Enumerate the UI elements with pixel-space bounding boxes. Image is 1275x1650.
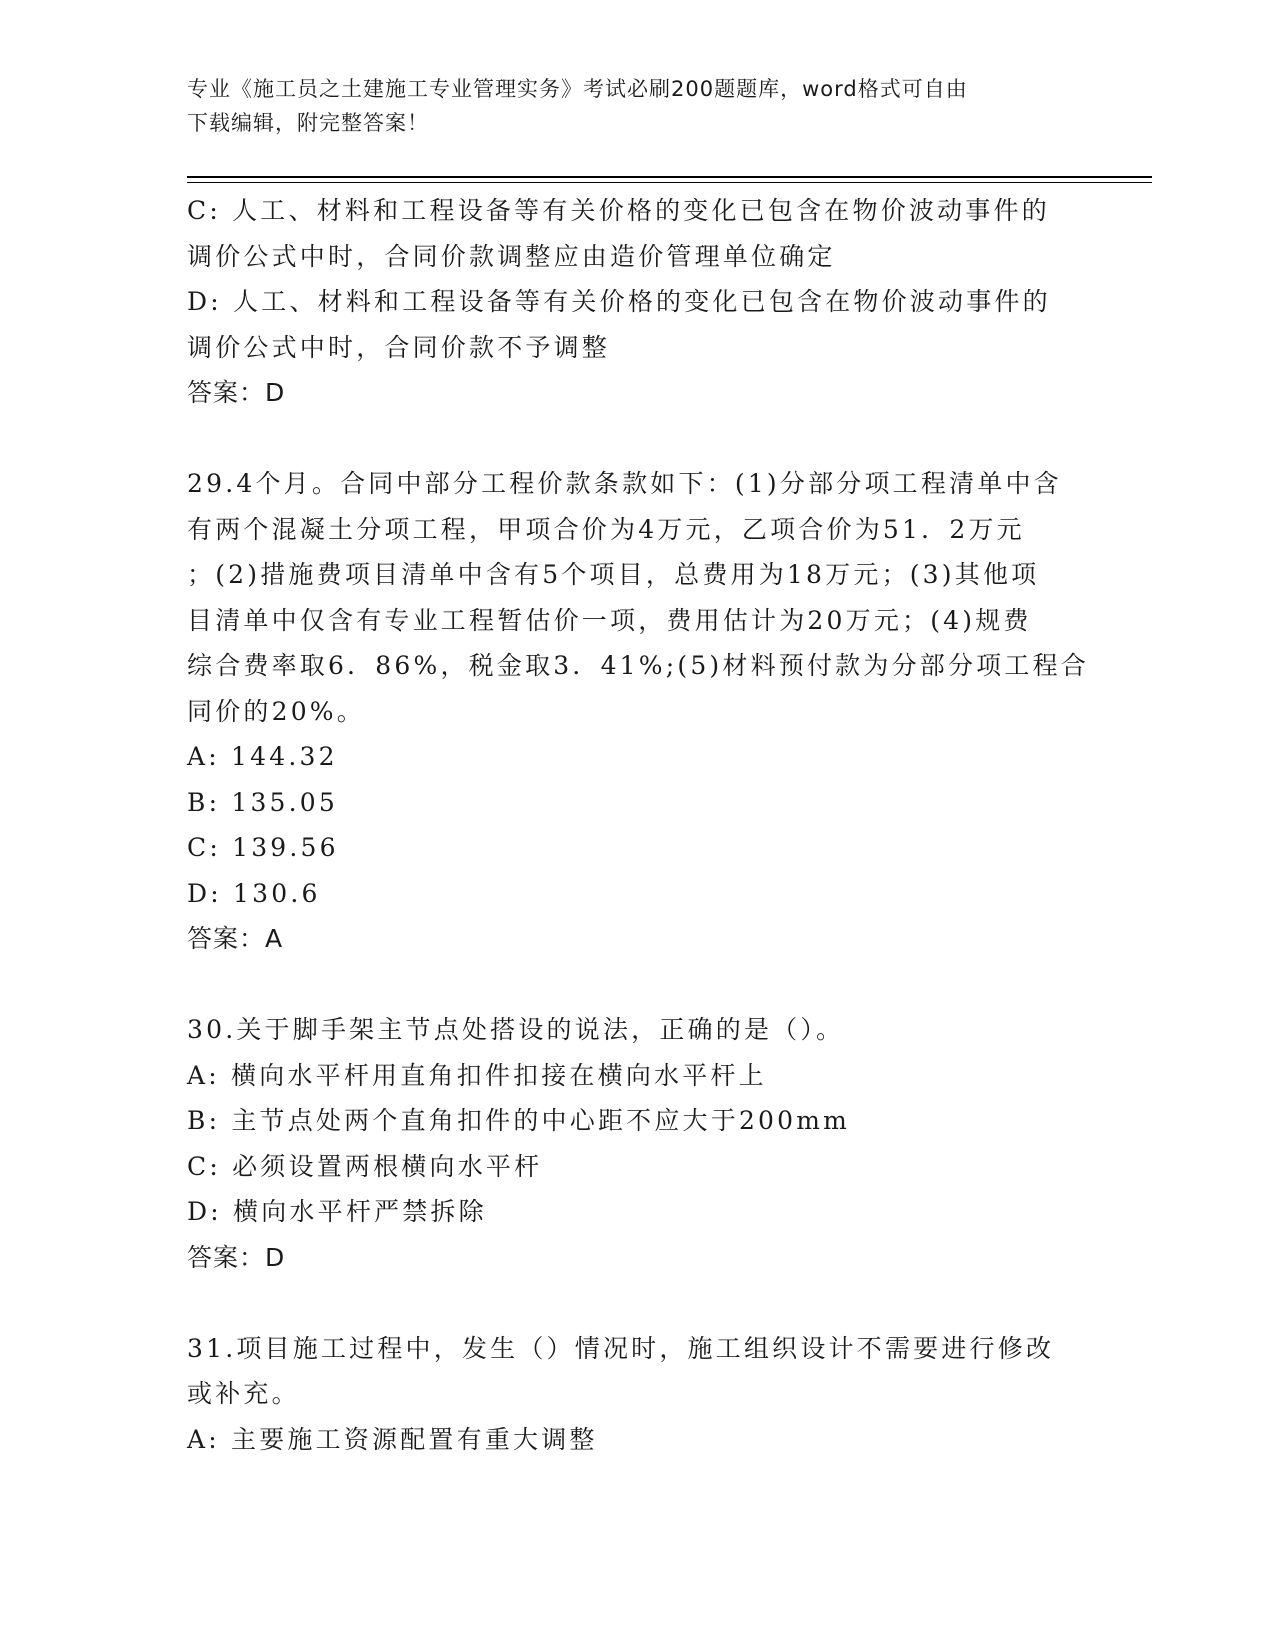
question-30 xyxy=(187,1007,1087,1280)
question-29 xyxy=(187,461,1087,962)
header-rule-thick xyxy=(187,176,1152,178)
option-d-line-1: D: 人工、材料和工程设备等有关价格的变化已包含在物价波动事件的 xyxy=(187,287,1051,316)
question-29-option-a: A: 144.32 xyxy=(187,742,338,771)
header-line-2: 下载编辑，附完整答案！ xyxy=(187,111,429,135)
question-31-option-a: A: 主要施工资源配置有重大调整 xyxy=(187,1424,598,1454)
document-header xyxy=(187,72,1067,140)
spacer xyxy=(187,1280,1087,1326)
question-31 xyxy=(187,1326,1087,1463)
question-29-option-d: D: 130.6 xyxy=(187,878,321,908)
option-d-line-2: 调价公式中时，合同价款不予调整 xyxy=(187,332,611,362)
question-28-options xyxy=(187,188,1087,416)
option-c-line-1: C: 人工、材料和工程设备等有关价格的变化已包含在物价波动事件的 xyxy=(187,196,1050,225)
header-rule-thin xyxy=(187,182,1152,183)
question-29-stem-line-6: 同价的20%。 xyxy=(187,696,365,726)
spacer xyxy=(187,962,1087,1008)
answer-28: 答案：D xyxy=(187,378,286,407)
question-29-stem-line-1: 29.4个月。合同中部分工程价款条款如下：(1)分部分项工程清单中含 xyxy=(187,469,1062,498)
option-c-line-2: 调价公式中时，合同价款调整应由造价管理单位确定 xyxy=(187,241,836,271)
question-31-stem-line-1: 31.项目施工过程中，发生（）情况时，施工组织设计不需要进行修改 xyxy=(187,1333,1055,1363)
answer-30: 答案：D xyxy=(187,1242,286,1272)
spacer xyxy=(187,416,1087,462)
header-line-1: 专业《施工员之土建施工专业管理实务》考试必刷200题题库，word格式可自由 xyxy=(187,77,968,101)
question-29-stem-line-3: ；(2)措施费项目清单中含有5个项目，总费用为18万元；(3)其他项 xyxy=(187,560,1040,589)
question-31-stem-line-2: 或补充。 xyxy=(187,1379,300,1408)
question-30-option-b: B: 主节点处两个直角扣件的中心距不应大于200mm xyxy=(187,1106,851,1135)
question-30-stem: 30.关于脚手架主节点处搭设的说法，正确的是（）。 xyxy=(187,1015,845,1044)
question-29-stem-line-5: 综合费率取6．86%，税金取3．41%;(5)材料预付款为分部分项工程合 xyxy=(187,651,1089,680)
question-content xyxy=(187,188,1087,1462)
question-30-option-d: D: 横向水平杆严禁拆除 xyxy=(187,1197,487,1226)
question-29-option-c: C: 139.56 xyxy=(187,833,339,862)
answer-29: 答案：A xyxy=(187,924,284,953)
question-30-option-a: A: 横向水平杆用直角扣件扣接在横向水平杆上 xyxy=(187,1060,767,1090)
question-29-stem-line-4: 目清单中仅含有专业工程暂估价一项，费用估计为20万元；(4)规费 xyxy=(187,605,1032,635)
question-29-stem-line-2: 有两个混凝土分项工程，甲项合价为4万元，乙项合价为51．2万元 xyxy=(187,514,1025,544)
question-29-option-b: B: 135.05 xyxy=(187,787,339,817)
question-30-option-c: C: 必须设置两根横向水平杆 xyxy=(187,1151,543,1181)
